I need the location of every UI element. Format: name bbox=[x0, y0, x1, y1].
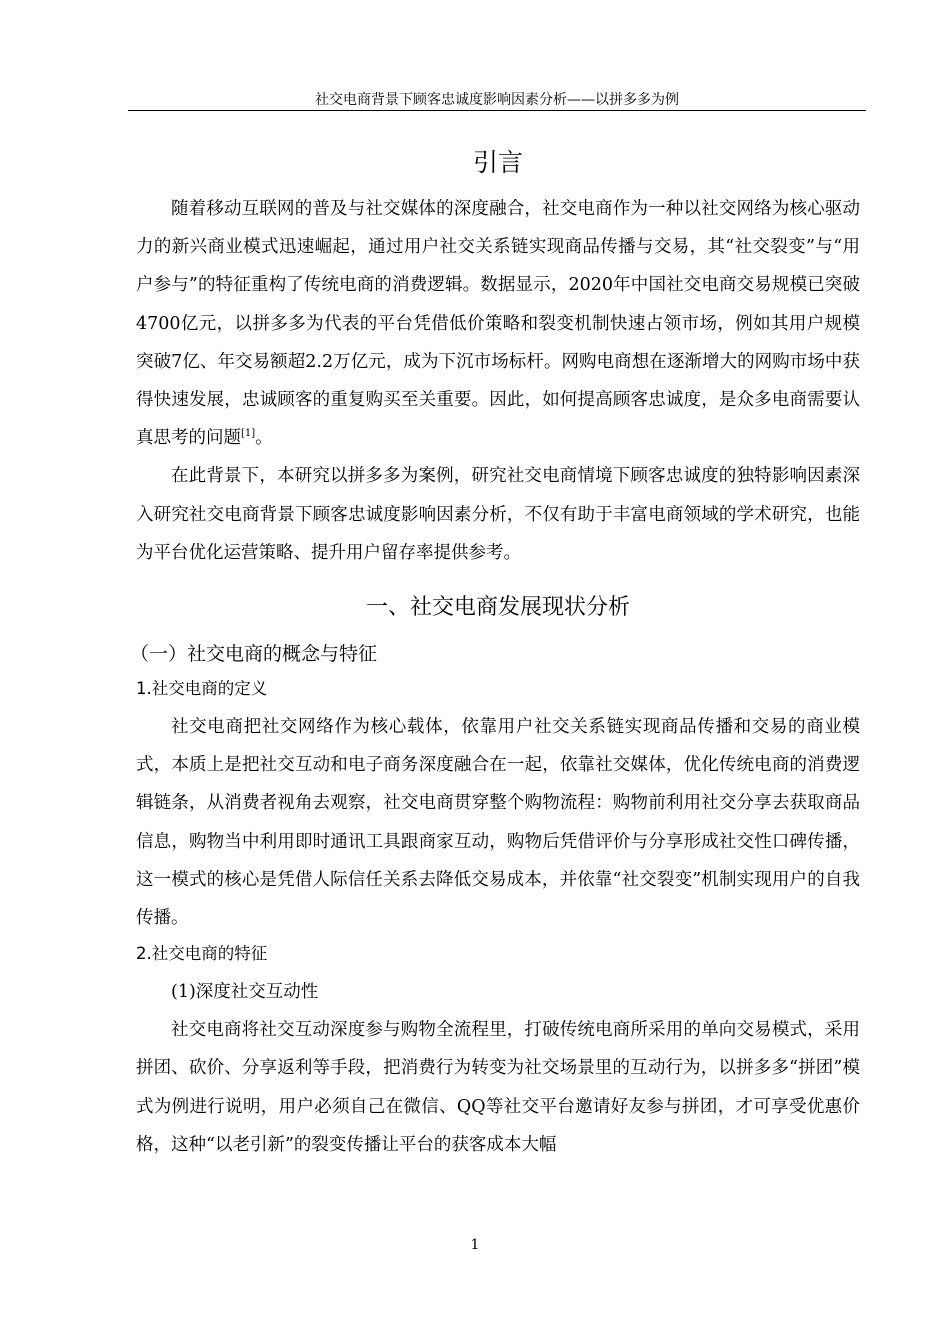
intro-paragraph-1-end: 。 bbox=[255, 428, 273, 449]
subsection-heading-definition: 1.社交电商的定义 bbox=[136, 679, 268, 699]
feature-item-label: (1)深度社交互动性 bbox=[171, 982, 319, 1003]
intro-paragraph-2: 在此背景下，本研究以拼多多为案例，研究社交电商情境下顾客忠诚度的独特影响因素深入研究社交电商背景下顾客忠诚度影响因素分析，不仅有助于丰富电商领域的学术研究，也能为平台优化运营策略、提升用户留存率提供参考。 bbox=[136, 466, 860, 563]
subsection-heading-features: 2.社交电商的特征 bbox=[136, 944, 268, 964]
intro-paragraph-1 bbox=[136, 190, 860, 457]
running-header: 社交电商背景下顾客忠诚度影响因素分析——以拼多多为例 bbox=[315, 92, 679, 108]
intro-heading: 引言 bbox=[472, 148, 523, 177]
citation-ref[interactable]: [1] bbox=[241, 428, 256, 440]
page-number: 1 bbox=[470, 1237, 480, 1253]
section-heading: （一）社交电商的概念与特征 bbox=[130, 643, 378, 666]
page-body bbox=[130, 144, 860, 1164]
definition-paragraph: 社交电商把社交网络作为核心载体，依靠用户社交关系链实现商品传播和交易的商业模式，本质上是把社交互动和电子商务深度融合在一起，依靠社交媒体，优化传统电商的消费逻辑链条，从消费者视角去观察，社交电商贯穿整个购物流程：购物前利用社交分享去获取商品信息，购物当中利用即时通讯工具跟商家互动，购物后凭借评价与分享形成社交性口碑传播，这一模式的核心是凭借人际信任关系去降低交易成本，并依靠“社交裂变”机制实现用户的自我传播。 bbox=[136, 717, 860, 929]
header-rule bbox=[128, 110, 866, 111]
chapter-heading: 一、社交电商发展现状分析 bbox=[365, 595, 630, 621]
feature-paragraph: 社交电商将社交互动深度参与购物全流程里，打破传统电商所采用的单向交易模式，采用拼团、砍价、分享返利等手段，把消费行为转变为社交场景里的互动行为，以拼多多“拼团”模式为例进行说明，用户必须自己在微信、QQ等社交平台邀请好友参与拼团，才可享受优惠价格，这种“以老引新”的裂变传播让平台的获客成本大幅 bbox=[136, 1020, 860, 1155]
intro-paragraph-1-text: 随着移动互联网的普及与社交媒体的深度融合，社交电商作为一种以社交网络为核心驱动力的新兴商业模式迅速崛起，通过用户社交关系链实现商品传播与交易，其“社交裂变”与“用户参与”的特征重构了传统电商的消费逻辑。数据显示，2020年中国社交电商交易规模已突破4700亿元，以拼多多为代表的平台凭借低价策略和裂变机制快速占领市场，例如其用户规模突破7亿、年交易额超2.2万亿元，成为下沉市场标杆。网购电商想在逐渐增大的网购市场中获得快速发展，忠诚顾客的重复购买至关重要。因此，如何提高顾客忠诚度，是众多电商需要认真思考的问题 bbox=[136, 199, 860, 449]
